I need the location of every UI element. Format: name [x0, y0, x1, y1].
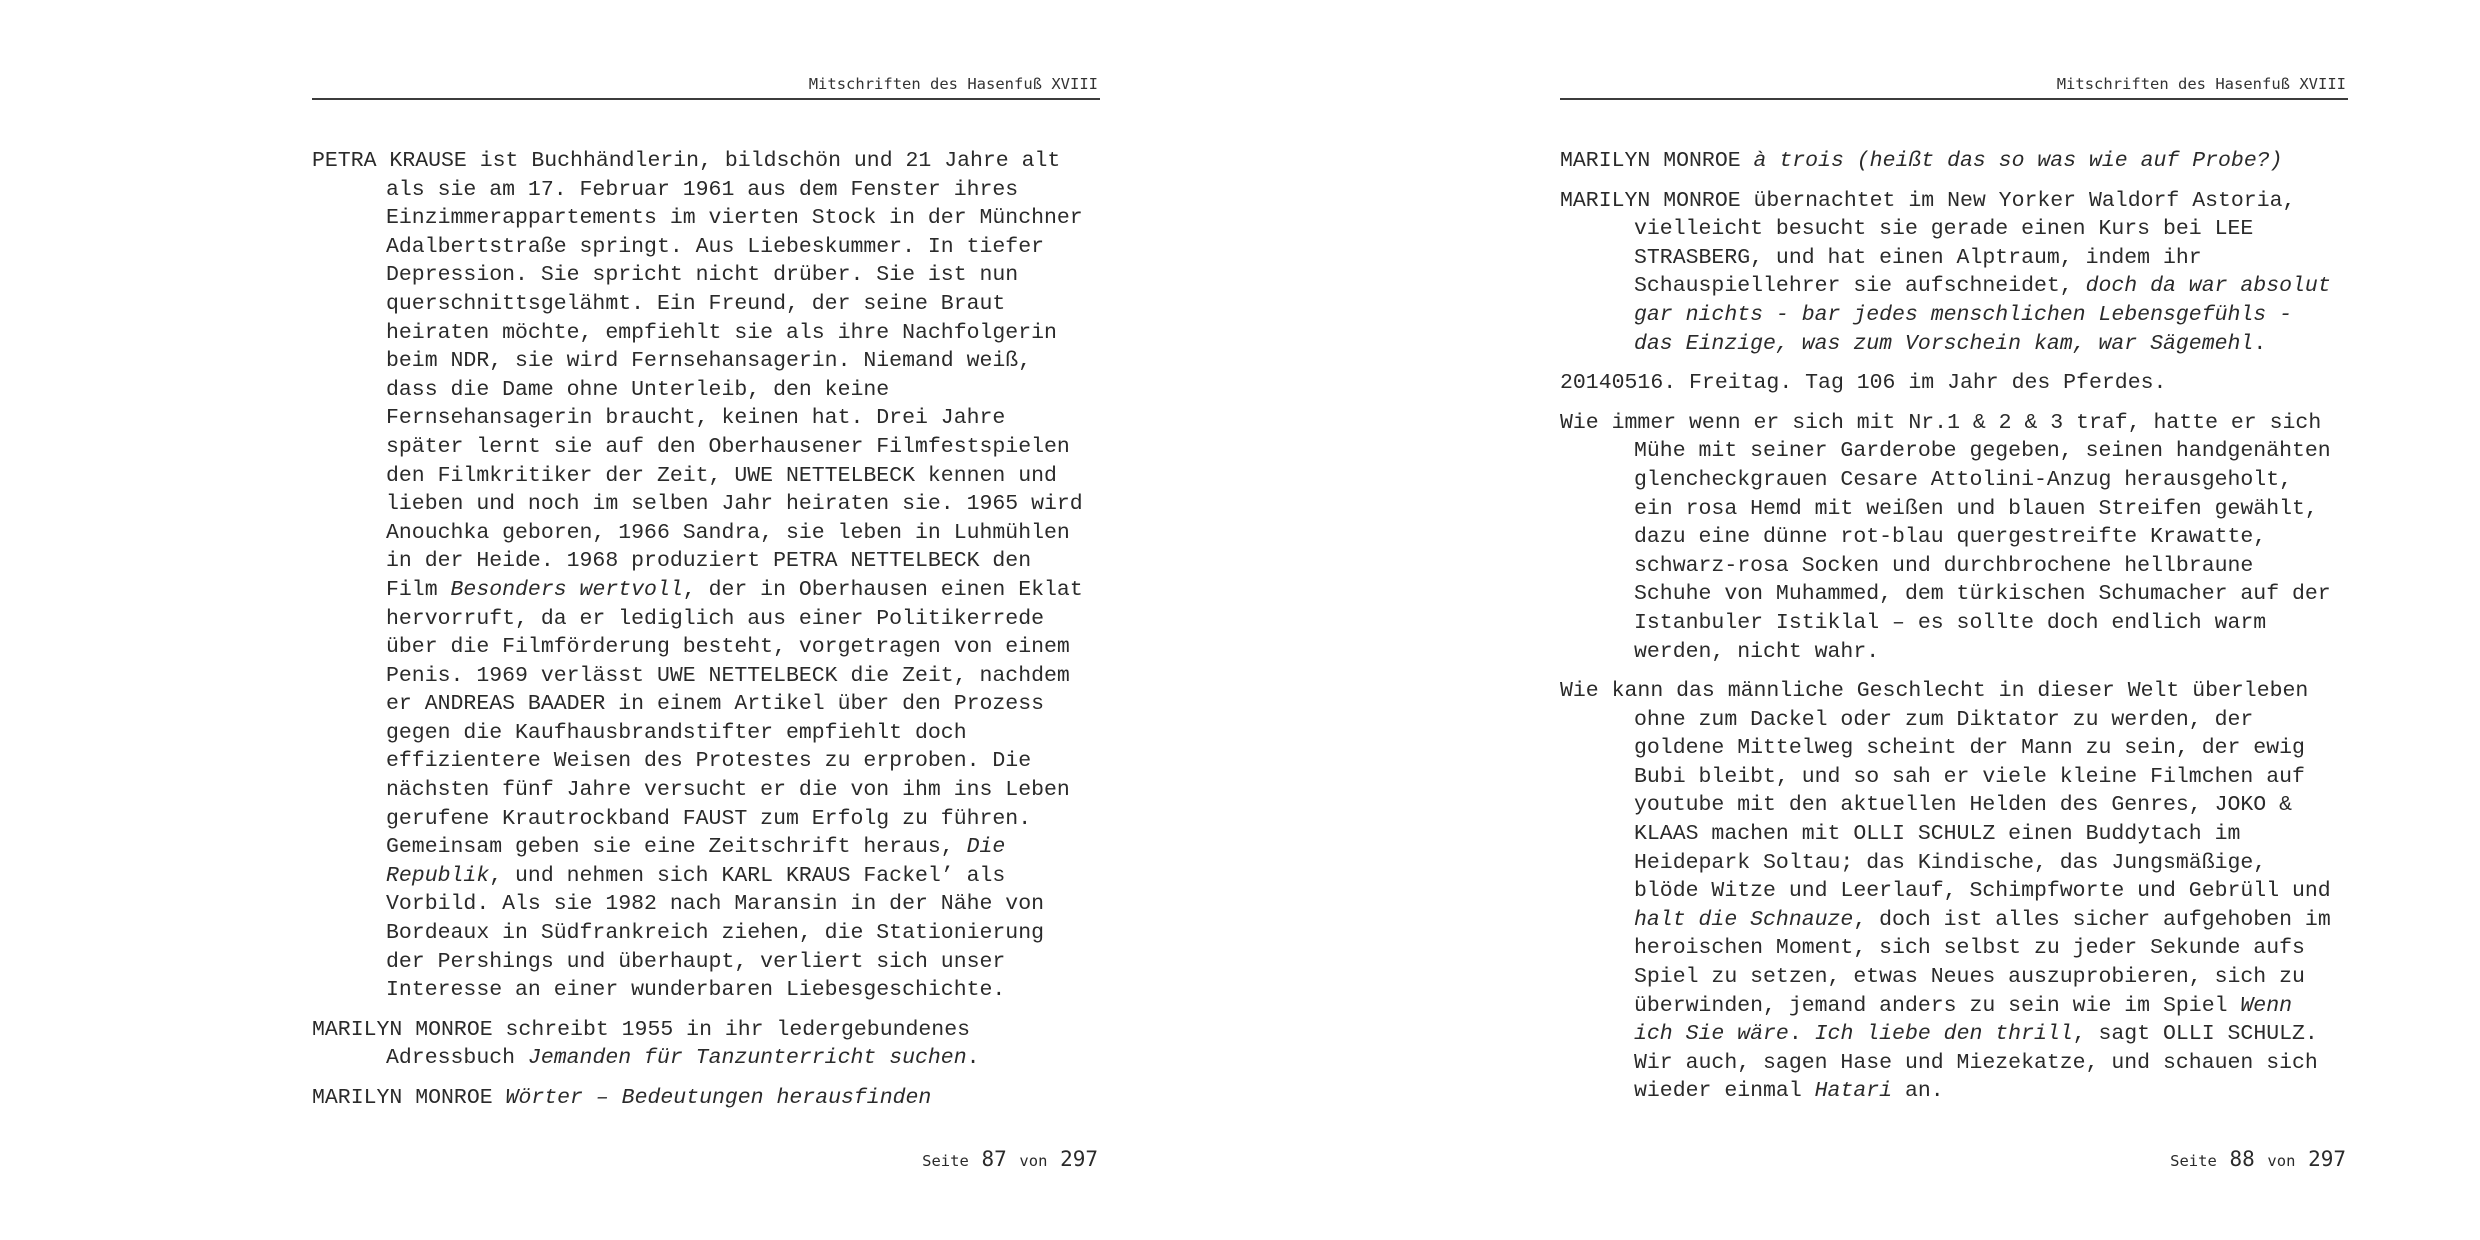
page-footer — [312, 1144, 1100, 1174]
page-label-of: von — [1019, 1152, 1048, 1170]
page-number — [2170, 1144, 2346, 1176]
left-page — [312, 0, 1100, 1240]
page-body — [1560, 147, 2348, 1117]
paragraph: MARILYN MONROE à trois (heißt das so was wie auf Probe?) — [1560, 149, 2283, 173]
right-page — [1560, 0, 2348, 1240]
page-label-of: von — [2267, 1152, 2296, 1170]
running-header-title: Mitschriften des Hasenfuß XVIII — [2056, 75, 2346, 93]
paragraph: MARILYN MONROE schreibt 1955 in ihr ledergebundenes Adressbuch Jemanden für Tanzunterricht suchen. — [312, 1017, 980, 1071]
total-pages: 297 — [2308, 1147, 2346, 1171]
page-number — [922, 1144, 1098, 1176]
current-page-number: 87 — [981, 1147, 1007, 1171]
current-page-number: 88 — [2229, 1147, 2255, 1171]
page-label-prefix: Seite — [2170, 1152, 2217, 1170]
page-body — [312, 147, 1100, 1124]
paragraph: 20140516. Freitag. Tag 106 im Jahr des Pferdes. — [1560, 371, 2167, 396]
page-label-prefix: Seite — [922, 1152, 969, 1170]
total-pages: 297 — [1060, 1147, 1098, 1171]
paragraph: Wie immer wenn er sich mit Nr.1 & 2 & 3 traf, hatte er sich Mühe mit seiner Garderobe gegeben, seinen handgenähten glencheckgrauen Cesare Attolini-Anzug herausgeholt, ein rosa Hemd mit weißen und blauen Streifen gewählt, dazu eine dünne rot-blau quergestreifte Krawatte, schwarz-rosa Socken und durchbrochene hellbraune Schuhe von Muhammed, dem türkischen Schumacher auf der Istanbuler Istiklal – es sollte doch endlich warm werden, nicht wahr. — [1560, 410, 2331, 664]
running-header — [312, 74, 1100, 100]
page-footer — [1560, 1144, 2348, 1174]
running-header-title: Mitschriften des Hasenfuß XVIII — [808, 75, 1098, 93]
running-header — [1560, 74, 2348, 100]
paragraph: MARILYN MONROE Wörter – Bedeutungen herausfinden — [312, 1086, 932, 1110]
paragraph: Wie kann das männliche Geschlecht in dieser Welt überleben ohne zum Dackel oder zum Diktator zu werden, der goldene Mittelweg scheint der Mann zu sein, der ewig Bubi bleibt, und so sah er viele kleine Filmchen auf youtube mit den aktuellen Helden des Genres, JOKO & KLAAS machen mit OLLI SCHULZ einen Buddytach im Heidepark Soltau; das Kindische, das Jungsmäßige, blöde Witze und Leerlauf, Schimpfworte und Gebrüll und halt die Schnauze, doch ist alles sicher aufgehoben im heroischen Moment, sich selbst zu jeder Sekunde aufs Spiel zu setzen, etwas Neues auszuprobieren, sich zu überwinden, jemand anders zu sein wie im Spiel Wenn ich Sie wäre. Ich liebe den thrill, sagt OLLI SCHULZ. Wir auch, sagen Hase und Miezekatze, und schauen sich wieder einmal Hatari an. — [1560, 679, 2331, 1104]
paragraph: PETRA KRAUSE ist Buchhändlerin, bildschön und 21 Jahre alt als sie am 17. Februar 1961 aus dem Fenster ihres Einzimmerappartements im vierten Stock in der Münchner Adalbertstraße springt. Aus Liebeskummer. In tiefer Depression. Sie spricht nicht drüber. Sie ist nun querschnittsgelähmt. Ein Freund, der seine Braut heiraten möchte, empfiehlt sie als ihre Nachfolgerin beim NDR, sie wird Fernsehansagerin. Niemand weiß, dass die Dame ohne Unterleib, den keine Fernsehansagerin braucht, keinen hat. Drei Jahre später lernt sie auf den Oberhausener Filmfestspielen den Filmkritiker der Zeit, UWE NETTELBECK kennen und lieben und noch im selben Jahr heiraten sie. 1965 wird Anouchka geboren, 1966 Sandra, sie leben in Luhmühlen in der Heide. 1968 produziert PETRA NETTELBECK den Film Besonders wertvoll, der in Oberhausen einen Eklat hervorruft, da er lediglich aus einer Politikerrede über die Filmförderung besteht, vorgetragen von einem Penis. 1969 verlässt UWE NETTELBECK die Zeit, nachdem er ANDREAS BAADER in einem Artikel über den Prozess gegen die Kaufhausbrandstifter empfiehlt doch effizientere Weisen des Protestes zu erproben. Die nächsten fünf Jahre versucht er die von ihm ins Leben gerufene Krautrockband FAUST zum Erfolg zu führen. Gemeinsam geben sie eine Zeitschrift heraus, Die Republik, und nehmen sich KARL KRAUS Fackel’ als Vorbild. Als sie 1982 nach Maransin in der Nähe von Bordeaux in Südfrankreich ziehen, die Stationierung der Pershings und überhaupt, verliert sich unser Interesse an einer wunderbaren Liebesgeschichte. — [312, 149, 1083, 1003]
paragraph: MARILYN MONROE übernachtet im New Yorker Waldorf Astoria, vielleicht besucht sie gerade einen Kurs bei LEE STRASBERG, und hat einen Alptraum, indem ihr Schauspiellehrer sie aufschneidet, doch da war absolut gar nichts - bar jedes menschlichen Lebensgefühls - das Einzige, was zum Vorschein kam, war Sägemehl. — [1560, 188, 2331, 356]
